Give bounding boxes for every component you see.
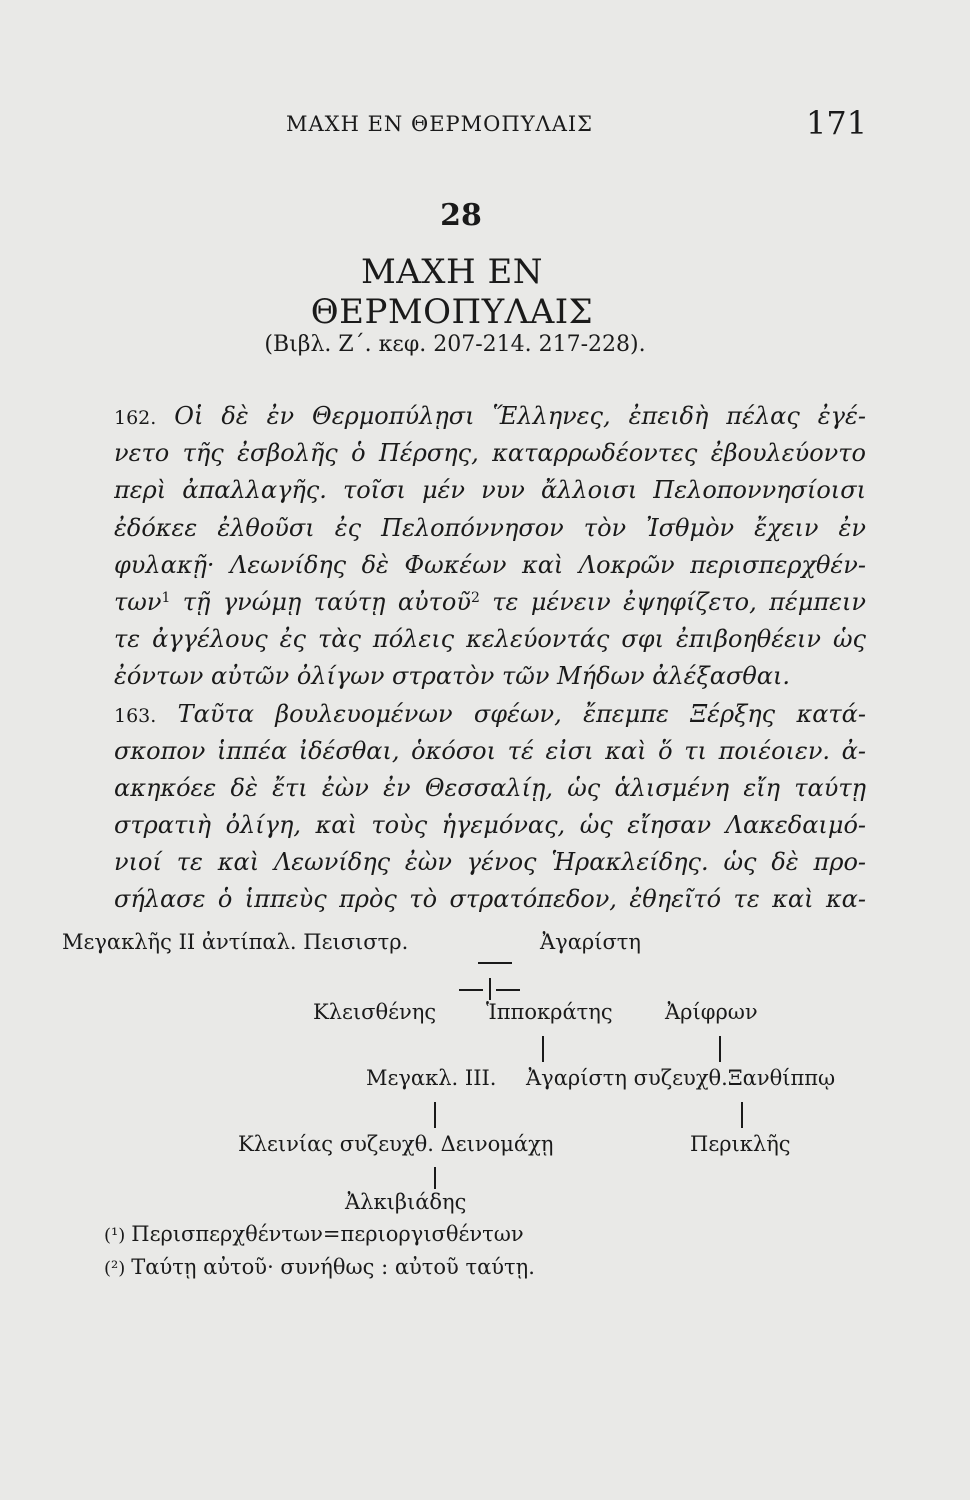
descent-line-5: [741, 1102, 743, 1128]
footnote-marker: (¹): [104, 1225, 126, 1246]
genealogy-agariste-1: Ἀγαρίστη: [540, 930, 642, 954]
text-segment: νετο τῆς ἐσβολῆς ὁ Πέρσης, καταρρωδέοντες ἐβουλεύοντο: [114, 439, 866, 468]
footnote-reference: 2: [470, 589, 480, 606]
genealogy-megakles-iii: Μεγακλ. ΙΙΙ.: [366, 1066, 497, 1090]
text-segment: ακηκόεε δὲ ἔτι ἐὼν ἐν Θεσσαλίῃ, ὡς ἁλισμένη εἴη ταύτῃ: [114, 773, 866, 802]
text-segment: τε μένειν ἐψηφίζετο, πέμπειν: [479, 587, 866, 616]
descent-line-2: [542, 1036, 544, 1062]
source-reference: (Βιβλ. Ζ΄. κεφ. 207-214. 217-228).: [264, 332, 646, 357]
genealogy-perikles: Περικλῆς: [690, 1132, 791, 1156]
genealogy-hippokrates: Ἱπποκράτης: [486, 1000, 613, 1024]
text-segment: νιοί τε καὶ Λεωνίδης ἐὼν γένος Ἡρακλείδης. ὡς δὲ προ-: [114, 848, 866, 877]
footnote-2: [104, 1255, 535, 1279]
genealogy-kleisthenes: Κλεισθένης: [313, 1000, 437, 1024]
descent-line-1: [489, 978, 491, 1000]
text-segment: περὶ ἀπαλλαγῆς. τοῖσι μέν νυν ἄλλοισι Πελοποννησίοισι: [114, 476, 866, 505]
marriage-connector-1: [478, 962, 512, 964]
text-segment: σκοπον ἱππέα ἰδέσθαι, ὁκόσοι τέ εἰσι καὶ ὅ τι ποιέοιεν. ἀ-: [114, 736, 866, 765]
text-segment: σήλασε ὁ ἱππεὺς πρὸς τὸ στρατόπεδον, ἐθηεῖτό τε καὶ κα-: [114, 885, 866, 914]
genealogy-alkibiades: Ἀλκιβιάδης: [345, 1190, 467, 1214]
text-segment: στρατιὴ ὀλίγη, καὶ τοὺς ἡγεμόνας, ὡς εἴησαν Λακεδαιμό-: [114, 811, 866, 840]
footnote-text: Περισπερχθέντων=περιοργισθέντων: [131, 1222, 524, 1246]
text-segment: τε ἀγγέλους ἐς τὰς πόλεις κελεύοντάς σφι ἐπιβοηθέειν ὡς: [114, 625, 866, 654]
text-segment: των: [114, 587, 162, 616]
section-number: 163.: [114, 704, 157, 727]
text-segment: φυλακῇ· Λεωνίδης δὲ Φωκέων καὶ Λοκρῶν περισπερχθέν-: [114, 550, 866, 579]
genealogy-megakles-ii: Μεγακλῆς ΙΙ ἀντίπαλ. Πεισιστρ.: [62, 930, 409, 954]
text-segment: Οἱ δὲ ἐν Θερμοπύλῃσι Ἕλληνες, ἐπειδὴ πέλας ἐγέ-: [156, 402, 866, 430]
genealogy-ariphron: Ἀρίφρων: [665, 1000, 758, 1024]
footnote-reference: 1: [161, 589, 171, 606]
text-segment: Ταῦτα βουλευομένων σφέων, ἔπεμπε Ξέρξης κατά-: [156, 699, 866, 728]
chapter-number: 28: [440, 198, 482, 233]
running-head: ΜΑΧΗ ΕΝ ΘΕΡΜΟΠΥΛΑΙΣ: [286, 112, 594, 136]
descent-line-4: [434, 1102, 436, 1128]
footnote-marker: (²): [104, 1258, 126, 1279]
descent-line-3: [719, 1036, 721, 1062]
text-segment: ἐόντων αὐτῶν ὀλίγων στρατὸν τῶν Μήδων ἀλέξασθαι.: [114, 662, 791, 691]
footnote-1: [104, 1222, 524, 1246]
text-segment: τῇ γνώμῃ ταύτῃ αὐτοῦ: [170, 587, 471, 616]
sibling-line-left: [459, 989, 483, 991]
footnote-text: Ταύτῃ αὐτοῦ· συνήθως : αὐτοῦ ταύτῃ.: [131, 1255, 535, 1279]
page-number: 171: [806, 104, 868, 142]
genealogy-agariste-2: Ἀγαρίστη συζευχθ.Ξανθίππῳ: [526, 1066, 836, 1090]
text-segment: ἐδόκεε ἐλθοῦσι ἐς Πελοπόννησον τὸν Ἰσθμὸν ἔχειν ἐν: [114, 513, 866, 542]
sibling-line-right: [496, 989, 520, 991]
genealogy-kleinias: Κλεινίας συζευχθ. Δεινομάχῃ: [238, 1132, 554, 1156]
chapter-title: ΜΑΧΗ ΕΝ ΘΕΡΜΟΠΥΛΑΙΣ: [310, 252, 594, 332]
section-number: 162.: [114, 407, 157, 429]
descent-line-6: [434, 1167, 436, 1189]
